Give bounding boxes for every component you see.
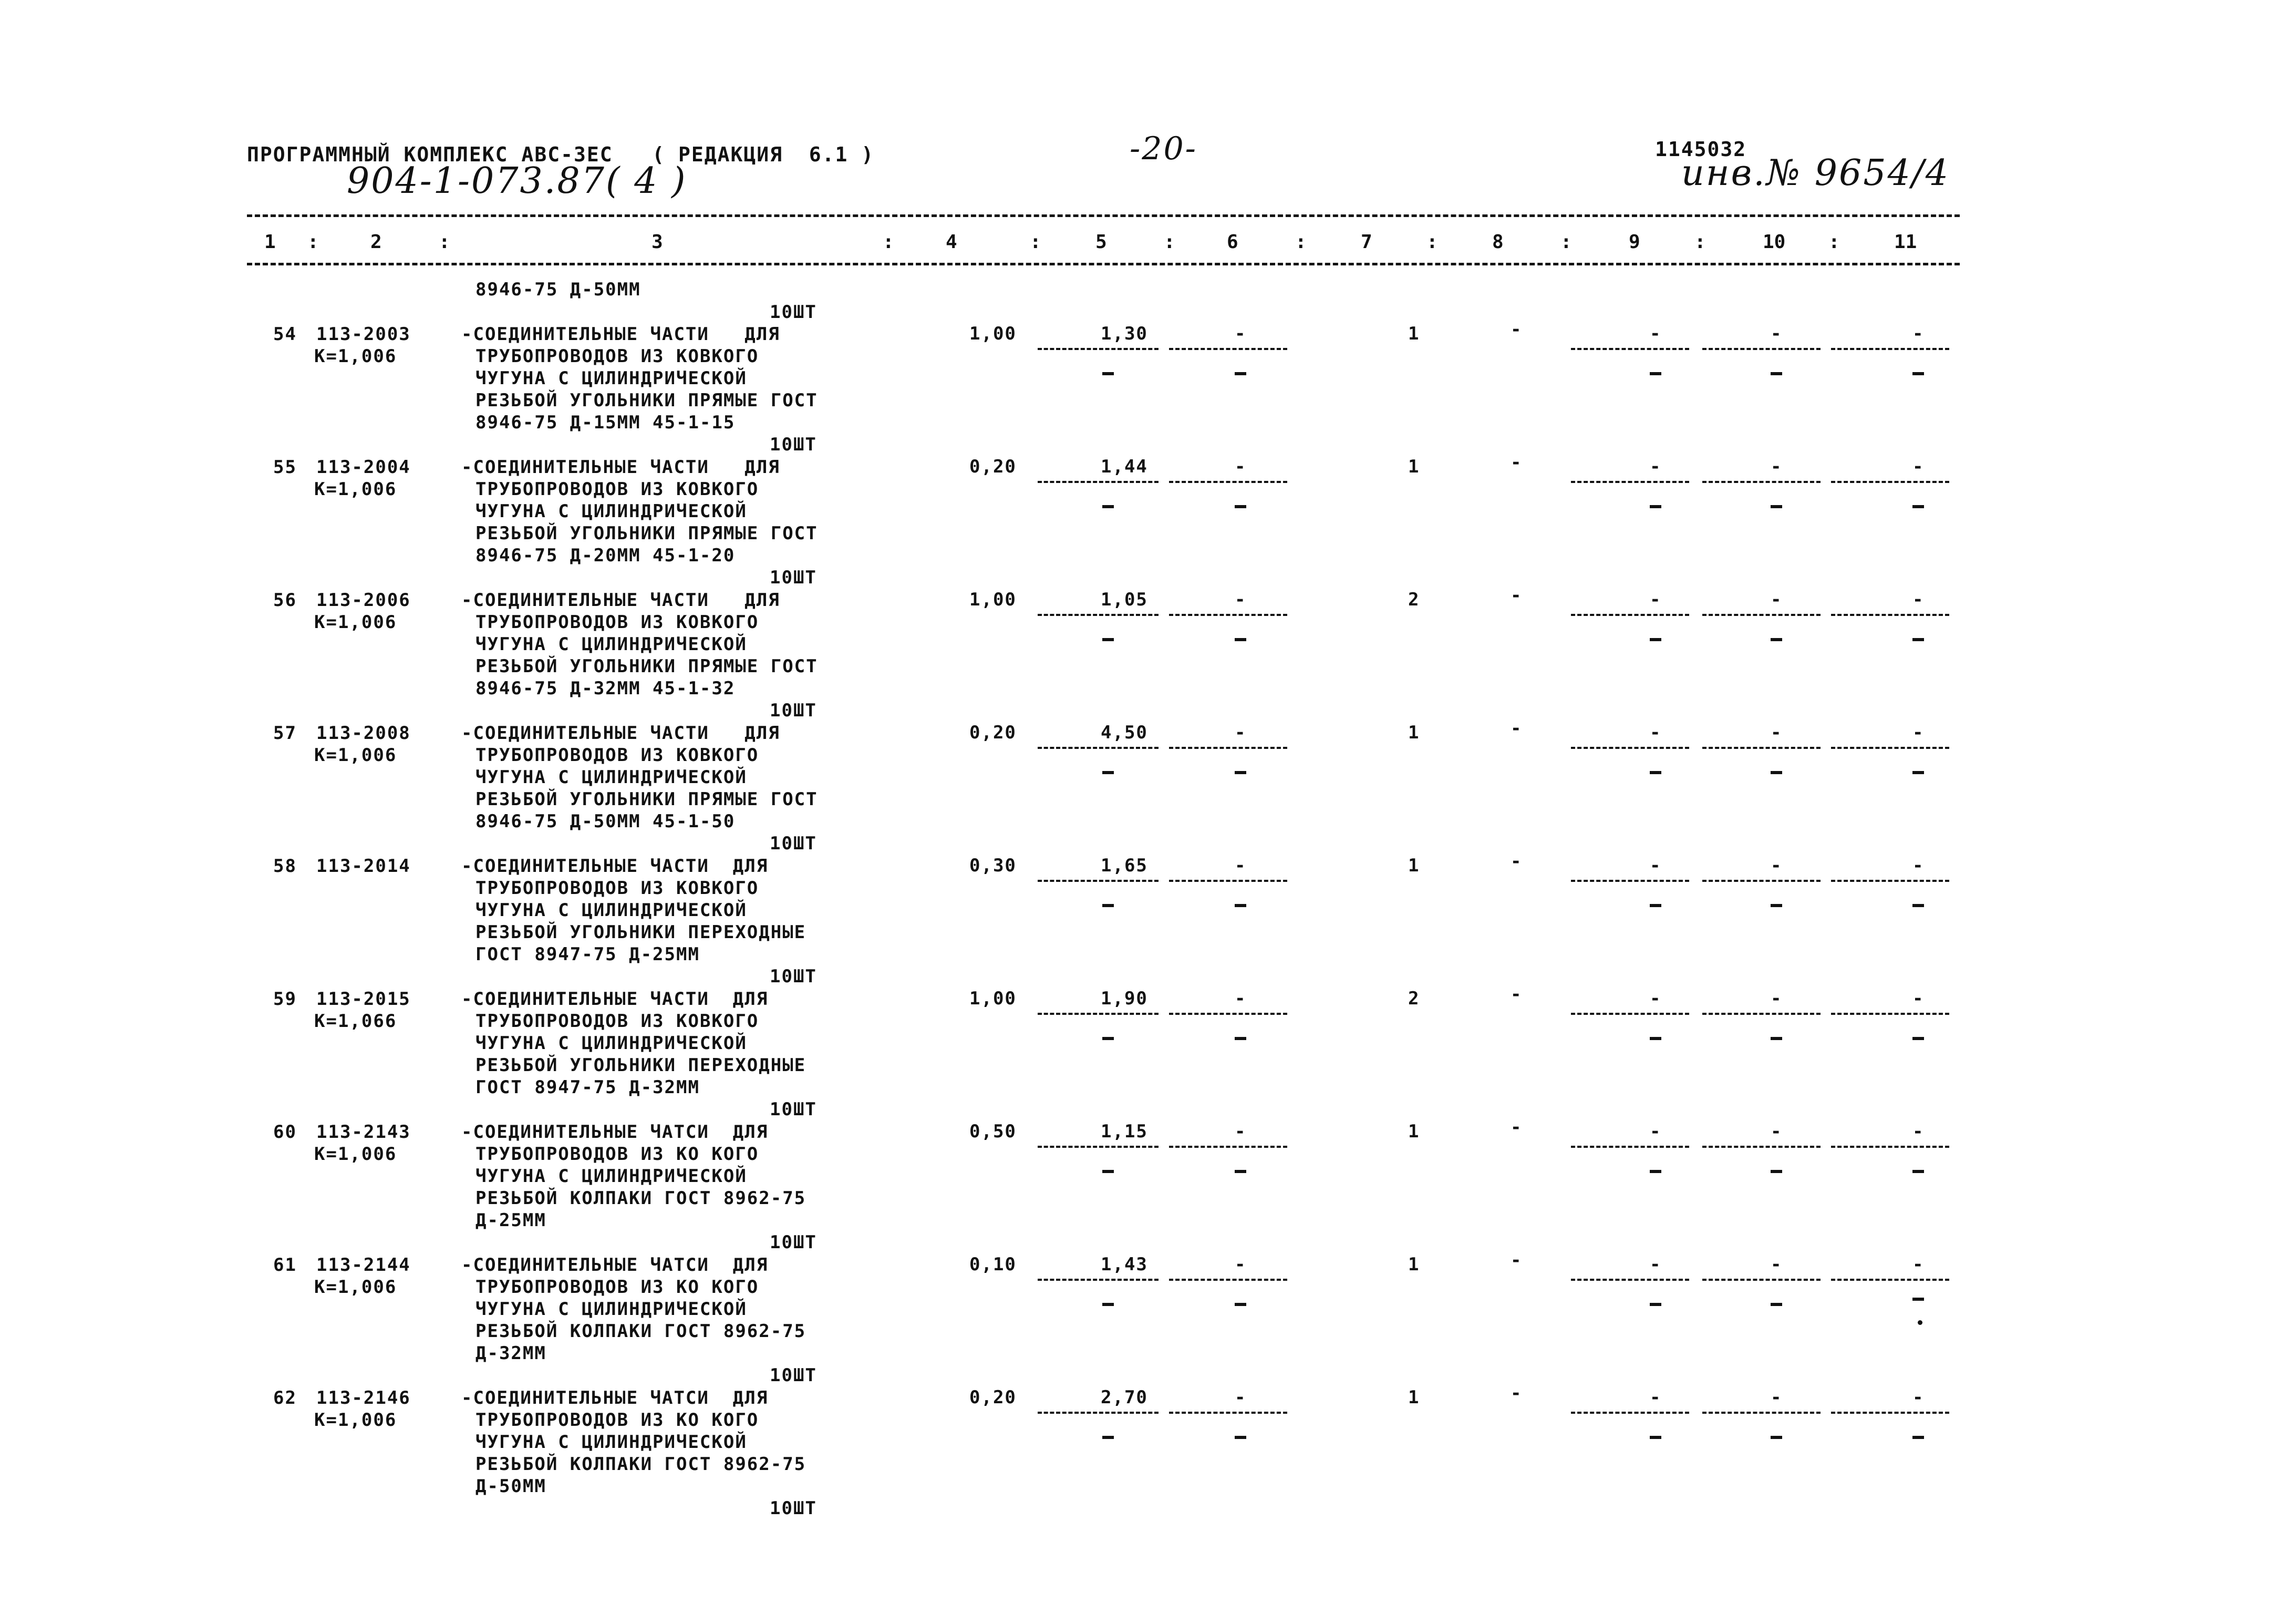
row-description-line: -СОЕДИНИТЕЛЬНЫЕ ЧАСТИ ДЛЯ xyxy=(461,324,780,345)
empty-value-dash xyxy=(1235,372,1246,375)
empty-value-dash xyxy=(1912,1037,1924,1040)
row-description-line: 8946-75 Д-32ММ 45-1-32 xyxy=(475,678,736,699)
cell-underline xyxy=(1702,348,1821,350)
empty-value-dash xyxy=(1650,1037,1661,1040)
cell-col6: - xyxy=(1235,323,1247,344)
header-rule-bottom xyxy=(247,263,1960,265)
row-description-line: РЕЗЬБОЙ УГОЛЬНИКИ ПЕРЕХОДНЫЕ xyxy=(475,1055,806,1076)
cell-col6: - xyxy=(1235,1254,1247,1275)
row-description-line: ТРУБОПРОВОДОВ ИЗ КО КОГО xyxy=(475,1277,759,1298)
cell-col10: - xyxy=(1771,855,1783,876)
row-description-line: ЧУГУНА С ЦИЛИНДРИЧЕСКОЙ xyxy=(475,900,747,921)
leading-unit: 10ШТ xyxy=(770,302,817,323)
cell-underline xyxy=(1169,747,1287,749)
row-coefficient: К=1,006 xyxy=(314,1277,397,1298)
cell-col11: - xyxy=(1912,722,1925,743)
cell-underline xyxy=(1702,880,1821,882)
empty-value-dash xyxy=(1912,771,1924,774)
stray-mark xyxy=(1918,1320,1922,1325)
empty-value-dash xyxy=(1650,505,1661,508)
row-description-line: РЕЗЬБОЙ КОЛПАКИ ГОСТ 8962-75 xyxy=(475,1321,806,1342)
row-unit: 10ШТ xyxy=(770,700,817,721)
cell-col8: - xyxy=(1511,1117,1523,1138)
row-code: 113-2003 xyxy=(316,324,411,345)
cell-col6: - xyxy=(1235,1387,1247,1408)
cell-underline xyxy=(1169,348,1287,350)
row-number: 62 xyxy=(273,1387,297,1409)
cell-col10: - xyxy=(1771,323,1783,344)
empty-value-dash xyxy=(1912,1436,1924,1439)
row-number: 60 xyxy=(273,1122,297,1143)
document-code: 1145032 xyxy=(1655,138,1747,161)
empty-value-dash xyxy=(1771,1170,1782,1173)
column-separator: : xyxy=(307,231,319,253)
empty-value-dash xyxy=(1235,1170,1246,1173)
column-separator: : xyxy=(1694,231,1706,253)
empty-value-dash xyxy=(1912,1298,1924,1301)
row-code: 113-2008 xyxy=(316,723,411,744)
row-description-line: ТРУБОПРОВОДОВ ИЗ КОВКОГО xyxy=(475,479,759,500)
row-coefficient: К=1,006 xyxy=(314,346,397,367)
cell-underline xyxy=(1038,348,1159,350)
cell-underline xyxy=(1571,1279,1689,1281)
row-description-line: ТРУБОПРОВОДОВ ИЗ КО КОГО xyxy=(475,1144,759,1165)
row-unit: 10ШТ xyxy=(770,966,817,987)
empty-value-dash xyxy=(1235,771,1246,774)
row-description-line: РЕЗЬБОЙ УГОЛЬНИКИ ПРЯМЫЕ ГОСТ xyxy=(475,390,818,411)
row-description-line: -СОЕДИНИТЕЛЬНЫЕ ЧАСТИ ДЛЯ xyxy=(461,590,780,611)
empty-value-dash xyxy=(1912,505,1924,508)
empty-value-dash xyxy=(1650,638,1661,641)
empty-value-dash xyxy=(1102,904,1114,907)
leading-text: 8946-75 Д-50ММ xyxy=(475,279,641,300)
row-description-line: ЧУГУНА С ЦИЛИНДРИЧЕСКОЙ xyxy=(475,767,747,788)
row-description-line: ЧУГУНА С ЦИЛИНДРИЧЕСКОЙ xyxy=(475,368,747,389)
cell-col8: - xyxy=(1511,319,1523,340)
row-description-line: ЧУГУНА С ЦИЛИНДРИЧЕСКОЙ xyxy=(475,501,747,522)
cell-col10: - xyxy=(1771,1121,1783,1142)
column-separator: : xyxy=(1030,231,1041,253)
cell-col11: - xyxy=(1912,1387,1925,1408)
cell-col4: 0,30 xyxy=(969,855,1017,876)
cell-underline xyxy=(1169,614,1287,616)
cell-underline xyxy=(1702,1412,1821,1414)
column-number: 3 xyxy=(651,231,663,253)
cell-col5: 1,65 xyxy=(1101,855,1148,876)
column-separator: : xyxy=(439,231,450,253)
row-description-line: ТРУБОПРОВОДОВ ИЗ КОВКОГО xyxy=(475,346,759,367)
cell-col11: - xyxy=(1912,456,1925,477)
empty-value-dash xyxy=(1771,771,1782,774)
empty-value-dash xyxy=(1771,505,1782,508)
cell-col10: - xyxy=(1771,988,1783,1009)
cell-col8: - xyxy=(1511,1250,1523,1271)
cell-col9: - xyxy=(1650,323,1662,344)
column-number: 1 xyxy=(264,231,276,253)
row-number: 54 xyxy=(273,324,297,345)
row-code: 113-2004 xyxy=(316,457,411,478)
cell-underline xyxy=(1038,1013,1159,1015)
header-rule-top xyxy=(247,214,1960,217)
inventory-number: инв.№ 9654/4 xyxy=(1681,152,1950,194)
row-description-line: РЕЗЬБОЙ УГОЛЬНИКИ ПРЯМЫЕ ГОСТ xyxy=(475,789,818,810)
cell-col4: 0,20 xyxy=(969,1387,1017,1408)
row-description-line: -СОЕДИНИТЕЛЬНЫЕ ЧАТСИ ДЛЯ xyxy=(461,1122,769,1143)
row-code: 113-2144 xyxy=(316,1255,411,1276)
empty-value-dash xyxy=(1102,771,1114,774)
cell-underline xyxy=(1831,1279,1949,1281)
cell-underline xyxy=(1831,880,1949,882)
cell-underline xyxy=(1038,880,1159,882)
cell-underline xyxy=(1831,1412,1949,1414)
cell-underline xyxy=(1169,880,1287,882)
cell-col5: 4,50 xyxy=(1101,722,1148,743)
empty-value-dash xyxy=(1650,1303,1661,1306)
cell-underline xyxy=(1571,747,1689,749)
row-description-line: ТРУБОПРОВОДОВ ИЗ КОВКОГО xyxy=(475,612,759,633)
row-description-line: ГОСТ 8947-75 Д-25ММ xyxy=(475,944,700,965)
cell-col4: 1,00 xyxy=(969,988,1017,1009)
row-code: 113-2014 xyxy=(316,856,411,877)
cell-col6: - xyxy=(1235,722,1247,743)
empty-value-dash xyxy=(1235,1436,1246,1439)
column-number: 5 xyxy=(1095,231,1107,253)
cell-underline xyxy=(1571,1412,1689,1414)
row-description-line: 8946-75 Д-50ММ 45-1-50 xyxy=(475,811,736,832)
row-description-line: -СОЕДИНИТЕЛЬНЫЕ ЧАТСИ ДЛЯ xyxy=(461,1387,769,1409)
empty-value-dash xyxy=(1650,372,1661,375)
column-number: 9 xyxy=(1629,231,1640,253)
cell-col11: - xyxy=(1912,323,1925,344)
cell-underline xyxy=(1169,1013,1287,1015)
empty-value-dash xyxy=(1650,771,1661,774)
empty-value-dash xyxy=(1650,1170,1661,1173)
cell-col8: - xyxy=(1511,1383,1523,1404)
cell-underline xyxy=(1702,614,1821,616)
column-separator: : xyxy=(1426,231,1438,253)
cell-underline xyxy=(1169,1146,1287,1148)
empty-value-dash xyxy=(1912,904,1924,907)
empty-value-dash xyxy=(1771,372,1782,375)
row-description-line: ГОСТ 8947-75 Д-32ММ xyxy=(475,1077,700,1098)
row-unit: 10ШТ xyxy=(770,1232,817,1253)
cell-col4: 0,10 xyxy=(969,1254,1017,1275)
column-number: 11 xyxy=(1894,231,1917,253)
cell-underline xyxy=(1169,1412,1287,1414)
cell-col7: 1 xyxy=(1408,1387,1420,1408)
cell-col5: 1,90 xyxy=(1101,988,1148,1009)
cell-col7: 1 xyxy=(1408,456,1420,477)
cell-col8: - xyxy=(1511,585,1523,606)
empty-value-dash xyxy=(1102,372,1114,375)
row-description-line: Д-50ММ xyxy=(475,1476,546,1497)
cell-underline xyxy=(1702,1279,1821,1281)
row-number: 55 xyxy=(273,457,297,478)
cell-col5: 2,70 xyxy=(1101,1387,1148,1408)
cell-underline xyxy=(1831,747,1949,749)
cell-col5: 1,30 xyxy=(1101,323,1148,344)
cell-underline xyxy=(1038,481,1159,483)
column-separator: : xyxy=(883,231,894,253)
row-description-line: ЧУГУНА С ЦИЛИНДРИЧЕСКОЙ xyxy=(475,1432,747,1453)
row-description-line: ТРУБОПРОВОДОВ ИЗ КОВКОГО xyxy=(475,1011,759,1032)
row-number: 57 xyxy=(273,723,297,744)
row-coefficient: К=1,066 xyxy=(314,1011,397,1032)
cell-col4: 0,20 xyxy=(969,722,1017,743)
empty-value-dash xyxy=(1102,1170,1114,1173)
row-number: 56 xyxy=(273,590,297,611)
column-separator: : xyxy=(1295,231,1307,253)
row-description-line: ТРУБОПРОВОДОВ ИЗ КОВКОГО xyxy=(475,745,759,766)
row-description-line: 8946-75 Д-20ММ 45-1-20 xyxy=(475,545,736,566)
cell-col6: - xyxy=(1235,855,1247,876)
cell-col7: 2 xyxy=(1408,589,1420,610)
cell-col8: - xyxy=(1511,718,1523,739)
cell-col4: 0,20 xyxy=(969,456,1017,477)
cell-col4: 1,00 xyxy=(969,589,1017,610)
cell-col11: - xyxy=(1912,1254,1925,1275)
cell-underline xyxy=(1831,1013,1949,1015)
cell-col7: 1 xyxy=(1408,323,1420,344)
cell-underline xyxy=(1169,481,1287,483)
cell-col4: 0,50 xyxy=(969,1121,1017,1142)
column-number: 6 xyxy=(1227,231,1238,253)
column-separator: : xyxy=(1164,231,1175,253)
row-unit: 10ШТ xyxy=(770,1099,817,1120)
row-code: 113-2015 xyxy=(316,989,411,1010)
row-description-line: 8946-75 Д-15ММ 45-1-15 xyxy=(475,412,736,433)
cell-underline xyxy=(1831,481,1949,483)
cell-col6: - xyxy=(1235,988,1247,1009)
program-title: ПРОГРАММНЫЙ КОМПЛЕКС АВС-3ЕС ( РЕДАКЦИЯ 6.1 ) xyxy=(247,143,875,166)
empty-value-dash xyxy=(1771,1037,1782,1040)
empty-value-dash xyxy=(1912,1170,1924,1173)
column-number: 4 xyxy=(946,231,957,253)
cell-col7: 1 xyxy=(1408,722,1420,743)
row-number: 58 xyxy=(273,856,297,877)
cell-col4: 1,00 xyxy=(969,323,1017,344)
empty-value-dash xyxy=(1912,638,1924,641)
cell-col10: - xyxy=(1771,722,1783,743)
cell-col6: - xyxy=(1235,456,1247,477)
cell-col10: - xyxy=(1771,456,1783,477)
row-coefficient: К=1,006 xyxy=(314,479,397,500)
cell-underline xyxy=(1571,1013,1689,1015)
row-description-line: ЧУГУНА С ЦИЛИНДРИЧЕСКОЙ xyxy=(475,634,747,655)
row-coefficient: К=1,006 xyxy=(314,1410,397,1431)
cell-underline xyxy=(1038,1412,1159,1414)
cell-col5: 1,43 xyxy=(1101,1254,1148,1275)
cell-col7: 2 xyxy=(1408,988,1420,1009)
cell-col11: - xyxy=(1912,1121,1925,1142)
cell-col9: - xyxy=(1650,855,1662,876)
cell-col10: - xyxy=(1771,589,1783,610)
cell-underline xyxy=(1702,1146,1821,1148)
row-description-line: РЕЗЬБОЙ УГОЛЬНИКИ ПЕРЕХОДНЫЕ xyxy=(475,922,806,943)
cell-underline xyxy=(1571,481,1689,483)
empty-value-dash xyxy=(1102,505,1114,508)
cell-col7: 1 xyxy=(1408,1254,1420,1275)
empty-value-dash xyxy=(1235,505,1246,508)
cell-col5: 1,15 xyxy=(1101,1121,1148,1142)
cell-col9: - xyxy=(1650,456,1662,477)
row-description-line: РЕЗЬБОЙ УГОЛЬНИКИ ПРЯМЫЕ ГОСТ xyxy=(475,523,818,544)
row-description-line: -СОЕДИНИТЕЛЬНЫЕ ЧАСТИ ДЛЯ xyxy=(461,989,769,1010)
cell-underline xyxy=(1702,1013,1821,1015)
cell-col5: 1,05 xyxy=(1101,589,1148,610)
cell-underline xyxy=(1038,614,1159,616)
cell-underline xyxy=(1702,481,1821,483)
row-unit: 10ШТ xyxy=(770,434,817,455)
row-description-line: -СОЕДИНИТЕЛЬНЫЕ ЧАТСИ ДЛЯ xyxy=(461,1255,769,1276)
row-description-line: -СОЕДИНИТЕЛЬНЫЕ ЧАСТИ ДЛЯ xyxy=(461,457,780,478)
cell-col9: - xyxy=(1650,722,1662,743)
row-code: 113-2143 xyxy=(316,1122,411,1143)
empty-value-dash xyxy=(1235,1303,1246,1306)
empty-value-dash xyxy=(1235,904,1246,907)
row-description-line: ЧУГУНА С ЦИЛИНДРИЧЕСКОЙ xyxy=(475,1033,747,1054)
row-description-line: ТРУБОПРОВОДОВ ИЗ КОВКОГО xyxy=(475,878,759,899)
cell-col11: - xyxy=(1912,855,1925,876)
cell-underline xyxy=(1571,614,1689,616)
row-number: 59 xyxy=(273,989,297,1010)
empty-value-dash xyxy=(1771,638,1782,641)
empty-value-dash xyxy=(1771,1436,1782,1439)
cell-col9: - xyxy=(1650,988,1662,1009)
empty-value-dash xyxy=(1102,638,1114,641)
empty-value-dash xyxy=(1102,1436,1114,1439)
cell-underline xyxy=(1571,348,1689,350)
cell-col9: - xyxy=(1650,1254,1662,1275)
column-number: 2 xyxy=(370,231,382,253)
row-description-line: РЕЗЬБОЙ КОЛПАКИ ГОСТ 8962-75 xyxy=(475,1454,806,1475)
empty-value-dash xyxy=(1102,1303,1114,1306)
cell-col10: - xyxy=(1771,1254,1783,1275)
row-description-line: РЕЗЬБОЙ КОЛПАКИ ГОСТ 8962-75 xyxy=(475,1188,806,1209)
cell-col9: - xyxy=(1650,1387,1662,1408)
empty-value-dash xyxy=(1771,1303,1782,1306)
empty-value-dash xyxy=(1771,904,1782,907)
empty-value-dash xyxy=(1235,638,1246,641)
cell-underline xyxy=(1571,880,1689,882)
row-description-line: РЕЗЬБОЙ УГОЛЬНИКИ ПРЯМЫЕ ГОСТ xyxy=(475,656,818,677)
row-number: 61 xyxy=(273,1255,297,1276)
project-number: 904-1-073.87( 4 ) xyxy=(347,160,687,202)
row-unit: 10ШТ xyxy=(770,833,817,854)
cell-col8: - xyxy=(1511,452,1523,473)
cell-underline xyxy=(1571,1146,1689,1148)
row-description-line: -СОЕДИНИТЕЛЬНЫЕ ЧАСТИ ДЛЯ xyxy=(461,856,769,877)
cell-underline xyxy=(1831,1146,1949,1148)
cell-col5: 1,44 xyxy=(1101,456,1148,477)
row-unit: 10ШТ xyxy=(770,1498,817,1519)
cell-col8: - xyxy=(1511,984,1523,1005)
row-code: 113-2146 xyxy=(316,1387,411,1409)
cell-underline xyxy=(1038,1146,1159,1148)
cell-col8: - xyxy=(1511,851,1523,872)
cell-col9: - xyxy=(1650,1121,1662,1142)
column-number: 8 xyxy=(1492,231,1504,253)
empty-value-dash xyxy=(1102,1037,1114,1040)
cell-col10: - xyxy=(1771,1387,1783,1408)
row-code: 113-2006 xyxy=(316,590,411,611)
cell-underline xyxy=(1702,747,1821,749)
cell-col11: - xyxy=(1912,589,1925,610)
cell-underline xyxy=(1831,614,1949,616)
column-number: 10 xyxy=(1763,231,1786,253)
row-coefficient: К=1,006 xyxy=(314,612,397,633)
row-coefficient: К=1,006 xyxy=(314,745,397,766)
cell-col9: - xyxy=(1650,589,1662,610)
row-coefficient: К=1,006 xyxy=(314,1144,397,1165)
cell-underline xyxy=(1169,1279,1287,1281)
cell-col7: 1 xyxy=(1408,855,1420,876)
row-description-line: ЧУГУНА С ЦИЛИНДРИЧЕСКОЙ xyxy=(475,1166,747,1187)
row-description-line: ЧУГУНА С ЦИЛИНДРИЧЕСКОЙ xyxy=(475,1299,747,1320)
cell-underline xyxy=(1038,1279,1159,1281)
cell-col6: - xyxy=(1235,589,1247,610)
cell-underline xyxy=(1831,348,1949,350)
row-unit: 10ШТ xyxy=(770,567,817,588)
row-description-line: -СОЕДИНИТЕЛЬНЫЕ ЧАСТИ ДЛЯ xyxy=(461,723,780,744)
page-number: -20- xyxy=(1130,130,1197,167)
empty-value-dash xyxy=(1650,904,1661,907)
row-unit: 10ШТ xyxy=(770,1365,817,1386)
empty-value-dash xyxy=(1912,372,1924,375)
cell-col6: - xyxy=(1235,1121,1247,1142)
column-number: 7 xyxy=(1361,231,1372,253)
row-description-line: Д-25ММ xyxy=(475,1210,546,1231)
cell-underline xyxy=(1038,747,1159,749)
column-separator: : xyxy=(1828,231,1840,253)
cell-col7: 1 xyxy=(1408,1121,1420,1142)
empty-value-dash xyxy=(1650,1436,1661,1439)
column-separator: : xyxy=(1560,231,1572,253)
row-description-line: ТРУБОПРОВОДОВ ИЗ КО КОГО xyxy=(475,1410,759,1431)
empty-value-dash xyxy=(1235,1037,1246,1040)
cell-col11: - xyxy=(1912,988,1925,1009)
row-description-line: Д-32ММ xyxy=(475,1343,546,1364)
